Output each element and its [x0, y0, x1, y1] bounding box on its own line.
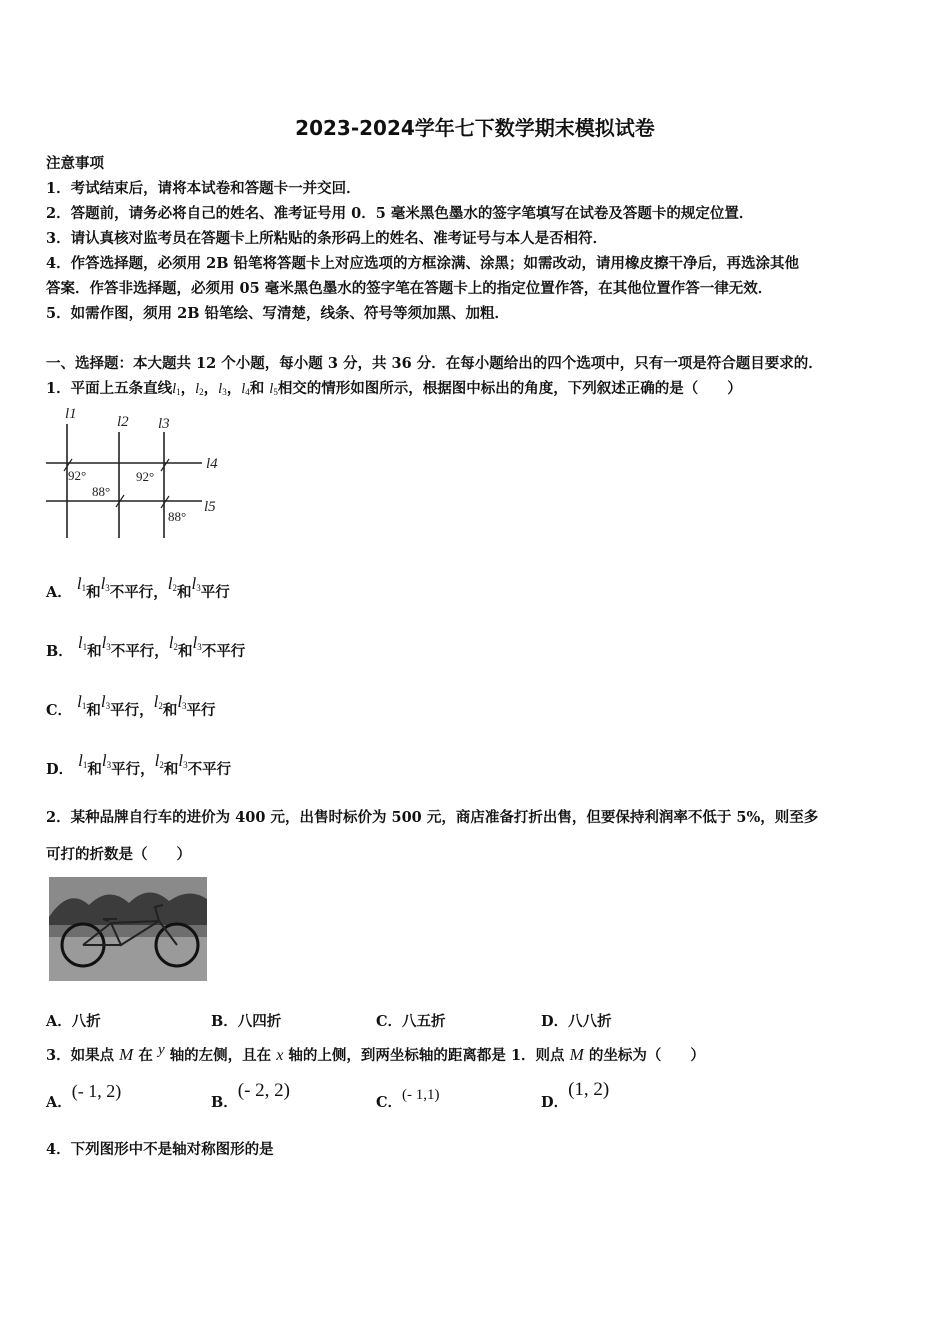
q1-option-d[interactable]: D． $l_1$和$l_3$平行，$l_2$和$l_3$不平行 [46, 751, 232, 778]
notice-item: 3．请认真核对监考员在答题卡上所粘贴的条形码上的姓名、准考证号与本人是否相符． [46, 230, 608, 247]
q2-option-a[interactable]: A．八折 [46, 1013, 101, 1030]
bicycle-photo [49, 877, 207, 981]
q3-option-a[interactable]: A．(- 1, 2) [46, 1081, 122, 1111]
page-title: 2023-2024学年七下数学期末模拟试卷 [295, 116, 655, 140]
label-l1: l1 [65, 406, 77, 422]
angle-label: 92° [68, 468, 87, 483]
q1-option-c[interactable]: C． $l_1$和$l_3$平行，$l_2$和$l_3$平行 [46, 692, 216, 719]
q3-option-c[interactable]: C．(- 1,1) [376, 1087, 440, 1111]
angle-label: 88° [168, 509, 187, 524]
notice-item: 2．答题前，请务必将自己的姓名、准考证号用 0．5 毫米黑色墨水的签字笔填写在试卷及答题卡的规定位置． [46, 205, 754, 222]
angle-label: 92° [136, 469, 155, 484]
q2-option-d[interactable]: D．八八折 [541, 1013, 612, 1030]
angle-label: 88° [92, 484, 111, 499]
section-heading: 一、选择题：本大题共 12 个小题，每小题 3 分，共 36 分．在每小题给出的四个选项中，只有一项是符合题目要求的． [46, 355, 823, 372]
notice-heading: 注意事项 [46, 155, 104, 172]
q1-option-a[interactable]: A． $l_1$和$l_3$不平行，$l_2$和$l_3$平行 [46, 574, 230, 601]
q3-option-b[interactable]: B．(- 2, 2) [211, 1080, 290, 1111]
label-l4: l4 [206, 456, 218, 472]
q3-stem: 3．如果点 M 在 y 轴的左侧，且在 x 轴的上侧，到两坐标轴的距离都是 1．则点 M 的坐标为（ ） [46, 1042, 705, 1064]
q2-option-c[interactable]: C．八五折 [376, 1013, 446, 1030]
q2-stem-line1: 2．某种品牌自行车的进价为 400 元，出售时标价为 500 元，商店准备打折出售，但要保持利润率不低于 5%，则至多 [46, 809, 819, 826]
notice-item: 4．作答选择题，必须用 2B 铅笔将答题卡上对应选项的方框涂满、涂黑；如需改动，请用橡皮擦干净后，再选涂其他 [46, 255, 800, 272]
angle-mark [161, 459, 169, 471]
q2-stem-line2: 可打的折数是（ ） [46, 846, 191, 863]
notice-item: 5．如需作图，须用 2B 铅笔绘、写清楚，线条、符号等须加黑、加粗． [46, 305, 510, 322]
q1-prefix: 1．平面上五条直线 [46, 380, 173, 397]
label-l2: l2 [117, 414, 129, 430]
notice-item: 答案．作答非选择题，必须用 05 毫米黑色墨水的签字笔在答题卡上的指定位置作答，在其他位置作答一律无效． [46, 280, 773, 297]
q1-stem: 1．平面上五条直线$l_1$，$l_2$，$l_3$，$l_4$和 $l_5$相交的情形如图所示，根据图中标出的角度，下列叙述正确的是（ ） [46, 380, 742, 397]
notice-item: 1．考试结束后，请将本试卷和答题卡一并交回． [46, 180, 361, 197]
q2-option-b[interactable]: B．八四折 [211, 1013, 282, 1030]
label-l3: l3 [158, 416, 170, 432]
label-l5: l5 [204, 499, 216, 515]
q1-middle: 相交的情形如图所示，根据图中标出的角度，下列叙述正确的是（ ） [277, 380, 742, 397]
q4-stem: 4．下列图形中不是轴对称图形的是 [46, 1141, 274, 1158]
q1-option-b[interactable]: B． $l_1$和$l_3$不平行，$l_2$和$l_3$不平行 [46, 633, 246, 660]
q1-lines-figure [44, 404, 234, 540]
angle-mark [161, 496, 169, 508]
q3-option-d[interactable]: D．(1, 2) [541, 1079, 610, 1111]
